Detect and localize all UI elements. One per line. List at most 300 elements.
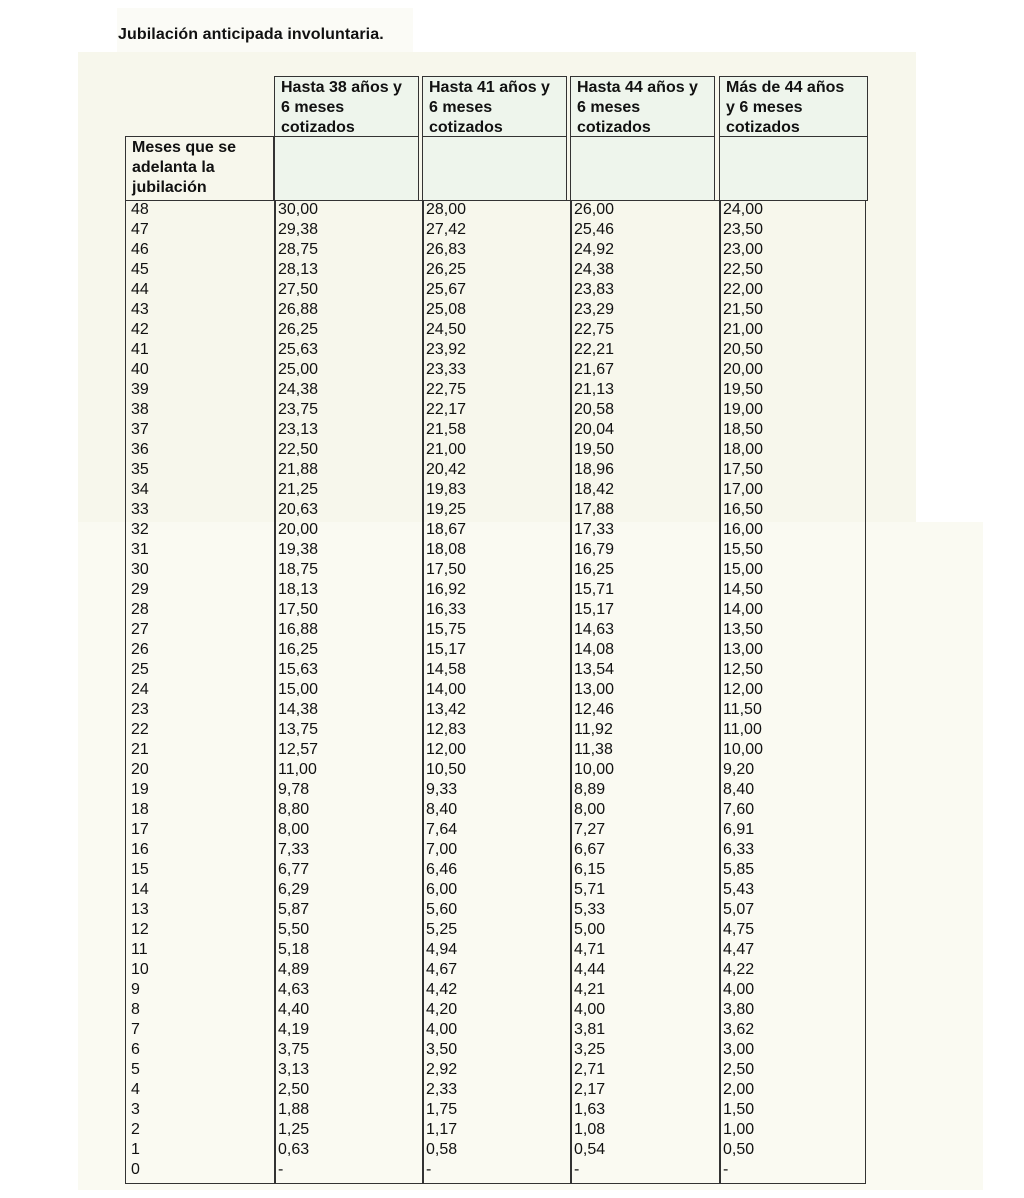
table-row — [125, 740, 866, 760]
months-cell: 4 — [131, 1081, 140, 1098]
table-row — [125, 420, 866, 440]
months-cell: 32 — [131, 521, 149, 538]
rate-cell: 20,00 — [278, 521, 319, 538]
rate-cell: 9,78 — [278, 781, 310, 798]
rate-cell: 2,71 — [574, 1061, 606, 1078]
table-row — [125, 620, 866, 640]
rate-cell: 22,17 — [426, 401, 467, 418]
table-row — [125, 1020, 866, 1040]
rate-cell: 3,13 — [278, 1061, 310, 1078]
rate-cell: 20,04 — [574, 421, 615, 438]
rate-cell: 21,88 — [278, 461, 319, 478]
rate-cell: 18,00 — [723, 441, 764, 458]
rate-cell: 6,00 — [426, 881, 458, 898]
rate-cell: 14,00 — [723, 601, 764, 618]
column-header-44: Hasta 44 años y 6 meses cotizados — [570, 76, 715, 137]
table-row — [125, 860, 866, 880]
rate-cell: 18,13 — [278, 581, 319, 598]
months-cell: 47 — [131, 221, 149, 238]
rate-cell: 6,15 — [574, 861, 606, 878]
rate-cell: 1,17 — [426, 1121, 458, 1138]
rate-cell: 26,00 — [574, 201, 615, 218]
rate-cell: 18,67 — [426, 521, 467, 538]
rate-cell: 17,33 — [574, 521, 615, 538]
months-cell: 38 — [131, 401, 149, 418]
rate-cell: 1,63 — [574, 1101, 606, 1118]
rate-cell: 2,17 — [574, 1081, 606, 1098]
table-row — [125, 1160, 866, 1180]
table-row — [125, 540, 866, 560]
rate-cell: 23,75 — [278, 401, 319, 418]
table-row — [125, 780, 866, 800]
rate-cell: 1,08 — [574, 1121, 606, 1138]
months-cell: 17 — [131, 821, 149, 838]
rate-cell: 0,50 — [723, 1141, 755, 1158]
months-cell: 18 — [131, 801, 149, 818]
rate-cell: - — [426, 1161, 432, 1178]
rate-cell: 24,38 — [574, 261, 615, 278]
months-cell: 6 — [131, 1041, 140, 1058]
rate-cell: 17,50 — [278, 601, 319, 618]
months-cell: 14 — [131, 881, 149, 898]
rate-cell: 4,40 — [278, 1001, 310, 1018]
months-cell: 24 — [131, 681, 149, 698]
rate-cell: 5,18 — [278, 941, 310, 958]
rate-cell: 0,63 — [278, 1141, 310, 1158]
rate-cell: 7,00 — [426, 841, 458, 858]
rate-cell: 23,29 — [574, 301, 615, 318]
rate-cell: 19,38 — [278, 541, 319, 558]
rate-cell: 6,46 — [426, 861, 458, 878]
rate-cell: 4,47 — [723, 941, 755, 958]
rate-cell: 15,17 — [574, 601, 615, 618]
months-cell: 29 — [131, 581, 149, 598]
rate-cell: 19,00 — [723, 401, 764, 418]
rate-cell: 23,13 — [278, 421, 319, 438]
table-row — [125, 460, 866, 480]
months-cell: 31 — [131, 541, 149, 558]
rate-cell: 15,00 — [278, 681, 319, 698]
rate-cell: 5,71 — [574, 881, 606, 898]
rate-cell: 12,46 — [574, 701, 615, 718]
rate-cell: 12,50 — [723, 661, 764, 678]
rate-cell: 5,43 — [723, 881, 755, 898]
rate-cell: 13,50 — [723, 621, 764, 638]
rate-cell: 4,75 — [723, 921, 755, 938]
rate-cell: 5,60 — [426, 901, 458, 918]
months-cell: 2 — [131, 1121, 140, 1138]
rate-cell: 10,00 — [723, 741, 764, 758]
rate-cell: 20,00 — [723, 361, 764, 378]
rate-cell: 24,50 — [426, 321, 467, 338]
months-cell: 9 — [131, 981, 140, 998]
rate-cell: 14,08 — [574, 641, 615, 658]
rate-cell: 19,25 — [426, 501, 467, 518]
months-cell: 3 — [131, 1101, 140, 1118]
rate-cell: 14,50 — [723, 581, 764, 598]
rate-cell: 24,00 — [723, 201, 764, 218]
column-header-spacer — [570, 136, 715, 201]
rate-cell: 13,75 — [278, 721, 319, 738]
rate-cell: 16,79 — [574, 541, 615, 558]
table-row — [125, 980, 866, 1000]
page-title: Jubilación anticipada involuntaria. — [118, 26, 384, 43]
rate-cell: 22,00 — [723, 281, 764, 298]
months-cell: 43 — [131, 301, 149, 318]
rate-cell: 4,42 — [426, 981, 458, 998]
rate-cell: 21,00 — [723, 321, 764, 338]
rate-cell: 14,38 — [278, 701, 319, 718]
rate-cell: 9,20 — [723, 761, 755, 778]
rate-cell: 22,21 — [574, 341, 615, 358]
rate-cell: 14,58 — [426, 661, 467, 678]
table-row — [125, 1100, 866, 1120]
months-cell: 48 — [131, 201, 149, 218]
months-cell: 41 — [131, 341, 149, 358]
rate-cell: 18,42 — [574, 481, 615, 498]
rate-cell: 4,20 — [426, 1001, 458, 1018]
rate-cell: 1,50 — [723, 1101, 755, 1118]
rate-cell: 16,00 — [723, 521, 764, 538]
table-row — [125, 600, 866, 620]
rate-cell: 3,80 — [723, 1001, 755, 1018]
rate-cell: 30,00 — [278, 201, 319, 218]
rate-cell: 15,75 — [426, 621, 467, 638]
months-cell: 37 — [131, 421, 149, 438]
rate-cell: 3,00 — [723, 1041, 755, 1058]
rate-cell: 8,40 — [426, 801, 458, 818]
months-cell: 15 — [131, 861, 149, 878]
rate-cell: 11,92 — [574, 721, 613, 738]
table-row — [125, 900, 866, 920]
rate-cell: 21,50 — [723, 301, 764, 318]
rate-cell: 28,75 — [278, 241, 319, 258]
table-row — [125, 760, 866, 780]
rate-cell: 19,50 — [574, 441, 615, 458]
rate-cell: 16,88 — [278, 621, 319, 638]
rate-cell: 4,19 — [278, 1021, 310, 1038]
rate-cell: 15,17 — [426, 641, 467, 658]
months-cell: 30 — [131, 561, 149, 578]
rate-cell: 7,64 — [426, 821, 458, 838]
rate-cell: - — [574, 1161, 580, 1178]
table-row — [125, 560, 866, 580]
rate-cell: 6,29 — [278, 881, 310, 898]
rate-cell: 2,33 — [426, 1081, 458, 1098]
table-row — [125, 220, 866, 240]
rate-cell: 27,42 — [426, 221, 467, 238]
rate-cell: 25,08 — [426, 301, 467, 318]
rate-cell: 17,00 — [723, 481, 764, 498]
rate-cell: 14,63 — [574, 621, 615, 638]
months-cell: 5 — [131, 1061, 140, 1078]
rate-cell: 3,25 — [574, 1041, 606, 1058]
rate-cell: 7,33 — [278, 841, 310, 858]
table-row — [125, 840, 866, 860]
rate-cell: 5,50 — [278, 921, 310, 938]
rate-cell: 3,50 — [426, 1041, 458, 1058]
table-row — [125, 640, 866, 660]
column-header-38: Hasta 38 años y 6 meses cotizados — [274, 76, 419, 137]
months-cell: 35 — [131, 461, 149, 478]
months-cell: 20 — [131, 761, 149, 778]
rate-cell: 0,54 — [574, 1141, 606, 1158]
rate-cell: 12,00 — [426, 741, 467, 758]
rate-cell: 22,75 — [574, 321, 615, 338]
rate-cell: - — [278, 1161, 284, 1178]
rate-cell: 13,00 — [723, 641, 764, 658]
months-cell: 1 — [131, 1141, 140, 1158]
rate-cell: 0,58 — [426, 1141, 458, 1158]
months-cell: 40 — [131, 361, 149, 378]
rate-cell: 24,38 — [278, 381, 319, 398]
table-row — [125, 440, 866, 460]
rate-cell: 23,00 — [723, 241, 764, 258]
rate-cell: 12,83 — [426, 721, 467, 738]
rate-cell: 26,25 — [426, 261, 467, 278]
rate-cell: 1,75 — [426, 1101, 458, 1118]
column-header-spacer — [719, 136, 868, 201]
rate-cell: 18,08 — [426, 541, 467, 558]
rate-cell: 2,50 — [278, 1081, 310, 1098]
rate-cell: 11,38 — [574, 741, 613, 758]
rate-cell: 4,63 — [278, 981, 310, 998]
column-header-41: Hasta 41 años y 6 meses cotizados — [422, 76, 567, 137]
months-cell: 7 — [131, 1021, 140, 1038]
rate-cell: 25,46 — [574, 221, 615, 238]
rate-cell: 21,00 — [426, 441, 467, 458]
months-cell: 16 — [131, 841, 149, 858]
months-cell: 33 — [131, 501, 149, 518]
rate-cell: 8,40 — [723, 781, 755, 798]
months-cell: 23 — [131, 701, 149, 718]
rate-cell: 22,50 — [723, 261, 764, 278]
table-row — [125, 580, 866, 600]
months-cell: 34 — [131, 481, 149, 498]
rate-cell: 16,25 — [278, 641, 319, 658]
rate-cell: 6,91 — [723, 821, 755, 838]
rate-cell: 5,33 — [574, 901, 606, 918]
months-cell: 19 — [131, 781, 149, 798]
table-row — [125, 360, 866, 380]
table-row — [125, 1120, 866, 1140]
table-row — [125, 280, 866, 300]
rate-cell: 24,92 — [574, 241, 615, 258]
column-header-spacer — [274, 136, 419, 201]
table-row — [125, 880, 866, 900]
rate-cell: 12,57 — [278, 741, 319, 758]
rate-cell: 7,27 — [574, 821, 606, 838]
rate-cell: 8,00 — [278, 821, 310, 838]
table-row — [125, 320, 866, 340]
table-row — [125, 1000, 866, 1020]
rate-cell: 4,71 — [574, 941, 606, 958]
months-cell: 27 — [131, 621, 149, 638]
table-row — [125, 700, 866, 720]
months-cell: 11 — [131, 941, 148, 958]
months-cell: 46 — [131, 241, 149, 258]
rate-cell: 2,92 — [426, 1061, 458, 1078]
rate-cell: 11,00 — [723, 721, 762, 738]
rate-cell: 21,67 — [574, 361, 615, 378]
rate-cell: 5,25 — [426, 921, 458, 938]
rate-cell: 8,80 — [278, 801, 310, 818]
rate-cell: 4,21 — [574, 981, 606, 998]
rate-cell: 19,83 — [426, 481, 467, 498]
rate-cell: - — [723, 1161, 729, 1178]
months-cell: 39 — [131, 381, 149, 398]
months-cell: 10 — [131, 961, 149, 978]
rate-cell: 20,50 — [723, 341, 764, 358]
months-cell: 44 — [131, 281, 149, 298]
rate-cell: 16,33 — [426, 601, 467, 618]
rate-cell: 8,89 — [574, 781, 606, 798]
rate-cell: 10,50 — [426, 761, 467, 778]
months-cell: 42 — [131, 321, 149, 338]
table-row — [125, 920, 866, 940]
rate-cell: 21,58 — [426, 421, 467, 438]
rate-cell: 6,67 — [574, 841, 606, 858]
rate-cell: 11,00 — [278, 761, 317, 778]
rate-cell: 13,42 — [426, 701, 467, 718]
table-row — [125, 340, 866, 360]
rate-cell: 23,83 — [574, 281, 615, 298]
rate-cell: 16,92 — [426, 581, 467, 598]
rate-cell: 4,44 — [574, 961, 606, 978]
rate-cell: 3,81 — [574, 1021, 606, 1038]
table-row — [125, 1040, 866, 1060]
table-row — [125, 720, 866, 740]
rate-cell: 19,50 — [723, 381, 764, 398]
rate-cell: 16,50 — [723, 501, 764, 518]
months-cell: 28 — [131, 601, 149, 618]
rate-cell: 4,00 — [723, 981, 755, 998]
months-cell: 26 — [131, 641, 149, 658]
rate-cell: 18,50 — [723, 421, 764, 438]
table-row — [125, 660, 866, 680]
table-row — [125, 960, 866, 980]
table-row — [125, 500, 866, 520]
rate-cell: 18,75 — [278, 561, 319, 578]
rate-cell: 17,88 — [574, 501, 615, 518]
months-cell: 21 — [131, 741, 149, 758]
rate-cell: 5,00 — [574, 921, 606, 938]
months-cell: 36 — [131, 441, 149, 458]
rate-cell: 20,63 — [278, 501, 319, 518]
rate-cell: 4,00 — [426, 1021, 458, 1038]
table-body — [125, 200, 866, 1180]
row-header-months: Meses que se adelanta la jubilación — [125, 136, 274, 201]
table-row — [125, 380, 866, 400]
table-row — [125, 200, 866, 220]
rate-cell: 28,13 — [278, 261, 319, 278]
table-row — [125, 400, 866, 420]
rate-cell: 4,94 — [426, 941, 458, 958]
rate-cell: 21,25 — [278, 481, 319, 498]
rate-cell: 10,00 — [574, 761, 615, 778]
rate-cell: 25,67 — [426, 281, 467, 298]
rate-cell: 5,87 — [278, 901, 310, 918]
rate-cell: 16,25 — [574, 561, 615, 578]
rate-cell: 17,50 — [723, 461, 764, 478]
rate-cell: 15,00 — [723, 561, 764, 578]
rate-cell: 21,13 — [574, 381, 615, 398]
months-cell: 0 — [131, 1161, 140, 1178]
rate-cell: 27,50 — [278, 281, 319, 298]
rate-cell: 15,71 — [574, 581, 615, 598]
rate-cell: 12,00 — [723, 681, 764, 698]
rate-cell: 1,88 — [278, 1101, 310, 1118]
rate-cell: 6,33 — [723, 841, 755, 858]
rate-cell: 5,07 — [723, 901, 755, 918]
rate-cell: 14,00 — [426, 681, 467, 698]
rate-cell: 11,50 — [723, 701, 762, 718]
rate-cell: 23,92 — [426, 341, 467, 358]
rate-cell: 18,96 — [574, 461, 615, 478]
rate-cell: 22,50 — [278, 441, 319, 458]
rate-cell: 9,33 — [426, 781, 458, 798]
table-row — [125, 1080, 866, 1100]
table-row — [125, 1060, 866, 1080]
rate-cell: 5,85 — [723, 861, 755, 878]
rate-cell: 8,00 — [574, 801, 606, 818]
table-row — [125, 940, 866, 960]
table-row — [125, 800, 866, 820]
months-cell: 45 — [131, 261, 149, 278]
column-header-more-44: Más de 44 años y 6 meses cotizados — [719, 76, 868, 137]
rate-cell: 26,88 — [278, 301, 319, 318]
rate-cell: 20,42 — [426, 461, 467, 478]
rate-cell: 23,33 — [426, 361, 467, 378]
table-row — [125, 480, 866, 500]
rate-cell: 4,22 — [723, 961, 755, 978]
rate-cell: 25,63 — [278, 341, 319, 358]
rate-cell: 17,50 — [426, 561, 467, 578]
table-row — [125, 680, 866, 700]
months-cell: 22 — [131, 721, 149, 738]
rate-cell: 3,62 — [723, 1021, 755, 1038]
rate-cell: 4,67 — [426, 961, 458, 978]
rate-cell: 15,63 — [278, 661, 319, 678]
rate-cell: 13,54 — [574, 661, 615, 678]
table-row — [125, 820, 866, 840]
table-row — [125, 300, 866, 320]
rate-cell: 23,50 — [723, 221, 764, 238]
rate-cell: 22,75 — [426, 381, 467, 398]
months-cell: 12 — [131, 921, 149, 938]
rate-cell: 2,50 — [723, 1061, 755, 1078]
table-row — [125, 1140, 866, 1160]
rate-cell: 3,75 — [278, 1041, 310, 1058]
table-row — [125, 240, 866, 260]
rate-cell: 7,60 — [723, 801, 755, 818]
rate-cell: 20,58 — [574, 401, 615, 418]
rate-cell: 28,00 — [426, 201, 467, 218]
rate-cell: 1,25 — [278, 1121, 310, 1138]
rate-cell: 29,38 — [278, 221, 319, 238]
rate-cell: 26,25 — [278, 321, 319, 338]
table-row — [125, 260, 866, 280]
rate-cell: 25,00 — [278, 361, 319, 378]
column-header-spacer — [422, 136, 567, 201]
rate-cell: 4,89 — [278, 961, 310, 978]
rate-cell: 26,83 — [426, 241, 467, 258]
months-cell: 8 — [131, 1001, 140, 1018]
table-row — [125, 520, 866, 540]
rate-cell: 2,00 — [723, 1081, 755, 1098]
months-cell: 13 — [131, 901, 149, 918]
rate-cell: 15,50 — [723, 541, 764, 558]
